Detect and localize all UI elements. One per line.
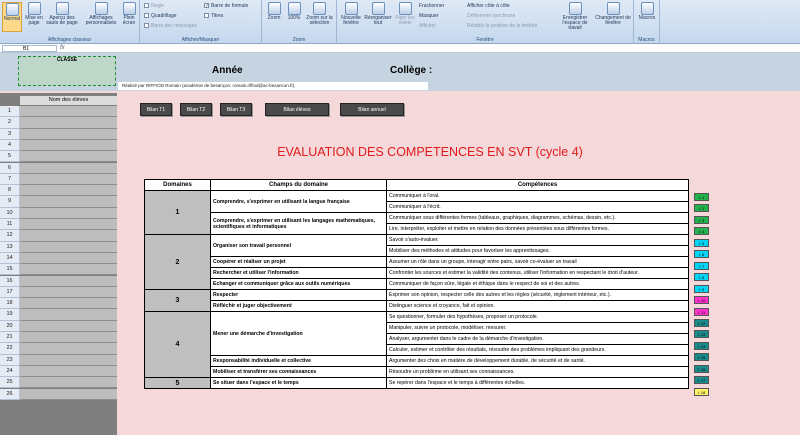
student-name-cell[interactable] bbox=[20, 287, 117, 298]
group-show-hide bbox=[140, 0, 262, 44]
student-name-cell[interactable] bbox=[20, 332, 117, 343]
messages-checkbox[interactable] bbox=[144, 23, 197, 29]
zoom-100-button[interactable] bbox=[285, 2, 303, 32]
macros-label: Macros bbox=[638, 15, 656, 21]
row-header[interactable]: 5 bbox=[0, 151, 20, 162]
competence-badge: I. 10 bbox=[694, 296, 709, 304]
student-name-cell[interactable] bbox=[20, 117, 117, 128]
formula-bar-label: Barre de formule bbox=[211, 3, 249, 9]
competence[interactable]: Lire, interpréter, exploiter et mettre en relation des données présentées sous différentes formes. bbox=[387, 224, 689, 235]
champ: Se situer dans l'espace et le temps bbox=[211, 378, 387, 389]
competence-badge: I. 15 bbox=[694, 353, 709, 361]
header-champs: Champs du domaine bbox=[211, 180, 387, 191]
row-header[interactable]: 2 bbox=[0, 117, 20, 128]
freeze-label: Figer les volets bbox=[395, 15, 415, 26]
gridlines-label: Quadrillage bbox=[151, 13, 177, 19]
student-name-cell[interactable] bbox=[20, 264, 117, 275]
student-name-cell[interactable] bbox=[20, 309, 117, 320]
bilan-eleves-button[interactable]: Bilan élèves bbox=[265, 103, 329, 116]
champ: Comprendre, s'exprimer en utilisant la langue française bbox=[211, 191, 387, 213]
row-header[interactable]: 16 bbox=[0, 276, 20, 287]
zoom-selection-button[interactable] bbox=[304, 2, 335, 32]
custom-views-icon bbox=[95, 2, 108, 15]
competences-table bbox=[144, 179, 689, 389]
champ: Rechercher et utiliser l'information bbox=[211, 268, 387, 279]
competence-badge: I. 9 bbox=[694, 285, 709, 293]
group-window bbox=[337, 0, 634, 44]
sync-scroll-button[interactable]: Défilement synchrone bbox=[467, 13, 516, 19]
champ: Comprendre, s'exprimer en utilisant les langages mathématiques, scientifiques et informatiques bbox=[211, 213, 387, 235]
competence[interactable]: Résoudre un problème en utilisant ses connaissances. bbox=[387, 367, 689, 378]
competence[interactable]: Exprimer son opinion, respecter celle des autres et les règles (sécurité, règlement intérieur, etc.). bbox=[387, 290, 689, 301]
competence[interactable]: Assumer un rôle dans un groupe, interagir entre pairs, savoir co-évaluer un travail bbox=[387, 257, 689, 268]
group-label-workbook-views: Affichages classeur bbox=[47, 37, 92, 43]
page-break-icon bbox=[56, 2, 69, 15]
group-label-show-hide: Afficher/Masquer bbox=[181, 37, 220, 43]
zoom-selection-label: Zoom sur la sélection bbox=[306, 15, 333, 26]
competence[interactable]: Communiquer à l'écrit. bbox=[387, 202, 689, 213]
annee-label: Année bbox=[212, 65, 243, 76]
student-name-cell[interactable] bbox=[20, 242, 117, 253]
competence-badge: I. 5 bbox=[694, 239, 709, 247]
page-layout-icon bbox=[28, 2, 41, 15]
switch-window-label: Changement de fenêtre bbox=[595, 15, 631, 26]
champ: Coopérer et réaliser un projet bbox=[211, 257, 387, 268]
student-name-cell[interactable] bbox=[20, 129, 117, 140]
fx-icon[interactable]: fx bbox=[60, 45, 65, 51]
zoom-label: Zoom bbox=[267, 15, 281, 21]
student-name-cell[interactable] bbox=[20, 219, 117, 230]
arrange-all-button[interactable] bbox=[364, 2, 392, 32]
macros-button[interactable] bbox=[636, 2, 658, 32]
custom-views-button[interactable] bbox=[84, 2, 118, 32]
student-name-cell[interactable] bbox=[20, 163, 117, 174]
full-screen-label: Plein écran bbox=[122, 15, 136, 26]
competence[interactable]: Manipuler, suivre un protocole, modéliser, mesurer. bbox=[387, 323, 689, 334]
bilan-annuel-button[interactable]: Bilan annuel bbox=[340, 103, 404, 116]
competence[interactable]: Distinguer science et croyance, fait et opinion. bbox=[387, 301, 689, 312]
custom-views-label: Affichages personnalisés bbox=[85, 15, 117, 26]
champ: Mener une démarche d'investigation bbox=[211, 312, 387, 356]
header-competences: Compétences bbox=[387, 180, 689, 191]
student-name-cell[interactable] bbox=[20, 321, 117, 332]
reset-position-button[interactable]: Rétablir la position de la fenêtre bbox=[467, 23, 538, 29]
competence-badge: I. 18 bbox=[694, 388, 709, 396]
page-layout-label: Mise en page bbox=[25, 15, 43, 26]
normal-view-icon bbox=[6, 3, 19, 16]
new-window-label: Nouvelle fenêtre bbox=[341, 15, 361, 26]
row-header[interactable]: 22 bbox=[0, 343, 20, 354]
competence-badge: I. 4 bbox=[694, 227, 709, 235]
worksheet[interactable] bbox=[0, 53, 800, 435]
champ: Echanger et communiquer grâce aux outils numériques bbox=[211, 279, 387, 290]
student-name-cell[interactable] bbox=[20, 230, 117, 241]
college-label: Collège : bbox=[390, 65, 433, 76]
macros-icon bbox=[641, 2, 654, 15]
ruler-label: Règle bbox=[151, 3, 165, 9]
student-name-cell[interactable] bbox=[20, 377, 117, 388]
student-name-cell[interactable] bbox=[20, 185, 117, 196]
row-header[interactable]: 23 bbox=[0, 355, 20, 366]
hide-button[interactable]: Masquer bbox=[419, 13, 439, 19]
competence[interactable]: Se questionner, formuler des hypothèses, proposer un protocole. bbox=[387, 312, 689, 323]
ruler-checkbox[interactable] bbox=[144, 3, 164, 9]
row-header[interactable]: 9 bbox=[0, 196, 20, 207]
split-button[interactable]: Fractionner bbox=[419, 3, 445, 9]
student-name-cell[interactable] bbox=[20, 253, 117, 264]
row-header[interactable]: 20 bbox=[0, 321, 20, 332]
formula-bar-checkbox[interactable]: ✓ Barre de formule bbox=[205, 3, 249, 10]
freeze-icon bbox=[399, 2, 412, 15]
competence[interactable]: Se repérer dans l'espace et le temps à différentes échelles. bbox=[387, 378, 689, 389]
group-label-window: Fenêtre bbox=[476, 37, 494, 43]
row-header[interactable]: 26 bbox=[0, 389, 20, 400]
competence[interactable]: Communiquer de façon sûre, légale et éthique dans le respect de soi et des autres. bbox=[387, 279, 689, 290]
page-break-button[interactable] bbox=[46, 2, 78, 32]
student-name-cell[interactable] bbox=[20, 174, 117, 185]
champ: Respecter bbox=[211, 290, 387, 301]
ribbon bbox=[0, 0, 800, 44]
zoom-selection-icon bbox=[313, 2, 326, 15]
messages-label: Barre des messages bbox=[151, 23, 197, 29]
student-name-cell[interactable] bbox=[20, 389, 117, 400]
new-window-button[interactable] bbox=[339, 2, 363, 32]
competence-badge: I. 8 bbox=[694, 273, 709, 281]
competence[interactable]: Communiquer à l'oral. bbox=[387, 191, 689, 202]
headings-checkbox[interactable] bbox=[204, 13, 223, 19]
group-macros bbox=[634, 0, 660, 44]
competence-badge: I. 7 bbox=[694, 262, 709, 270]
group-label-macros: Macros bbox=[638, 37, 655, 43]
normal-label: Normal bbox=[3, 16, 21, 22]
competence-badge: I. 2 bbox=[694, 204, 709, 212]
headings-label: Titres bbox=[211, 13, 224, 19]
competence[interactable]: Confronter les sources et estimer la validité des contenus, utiliser l'information en respectant le droit d'auteur. bbox=[387, 268, 689, 279]
domain-2: 2 bbox=[145, 235, 211, 290]
row-header[interactable]: 18 bbox=[0, 298, 20, 309]
group-label-zoom: Zoom bbox=[292, 37, 306, 43]
domain-5: 5 bbox=[145, 378, 211, 389]
student-name-cell[interactable] bbox=[20, 196, 117, 207]
competence-badge: I. 3 bbox=[694, 216, 709, 224]
competence-badge: I. 14 bbox=[694, 342, 709, 350]
group-workbook-views bbox=[0, 0, 140, 44]
header-domaines: Domaines bbox=[145, 180, 211, 191]
row-header[interactable]: 24 bbox=[0, 366, 20, 377]
row-header[interactable]: 14 bbox=[0, 253, 20, 264]
full-screen-button[interactable] bbox=[119, 2, 139, 32]
domain-1: 1 bbox=[145, 191, 211, 235]
row-header[interactable]: 4 bbox=[0, 140, 20, 151]
champ: Mobiliser et transférer ses connaissances bbox=[211, 367, 387, 378]
arrange-label: Réorganiser tout bbox=[364, 15, 392, 26]
student-name-cell[interactable] bbox=[20, 151, 117, 162]
competence[interactable]: Calculer, estimer et contrôler des résultats, résoudre des problèmes impliquant des grandeurs. bbox=[387, 345, 689, 356]
bilan-t2-button[interactable]: Bilan T2 bbox=[180, 103, 212, 116]
bilan-t3-button[interactable]: Bilan T3 bbox=[220, 103, 252, 116]
competence[interactable]: Analyser, argumenter dans le cadre de la démarche d'investigation. bbox=[387, 334, 689, 345]
side-by-side-button[interactable]: Afficher côte à côte bbox=[467, 3, 510, 9]
row-header[interactable]: 3 bbox=[0, 129, 20, 140]
row-header[interactable]: 1 bbox=[0, 106, 20, 117]
normal-view-button[interactable] bbox=[2, 2, 22, 32]
row-header[interactable]: 11 bbox=[0, 219, 20, 230]
row-header[interactable]: 17 bbox=[0, 287, 20, 298]
row-header[interactable]: 13 bbox=[0, 242, 20, 253]
zoom-icon bbox=[268, 2, 281, 15]
arrange-icon bbox=[372, 2, 385, 15]
student-name-cell[interactable] bbox=[20, 276, 117, 287]
row-header[interactable]: 21 bbox=[0, 332, 20, 343]
unhide-button[interactable]: Afficher bbox=[419, 23, 436, 29]
competence[interactable]: Mobiliser des méthodes et attitudes pour favoriser les apprentissages. bbox=[387, 246, 689, 257]
page-layout-button[interactable] bbox=[23, 2, 45, 32]
row-header[interactable]: 25 bbox=[0, 377, 20, 388]
competence-badge: I. 1 bbox=[694, 193, 709, 201]
name-box[interactable]: B1 bbox=[2, 45, 57, 52]
save-workspace-icon bbox=[569, 2, 582, 15]
student-name-cell[interactable] bbox=[20, 140, 117, 151]
row-header[interactable]: 7 bbox=[0, 174, 20, 185]
zoom-button[interactable] bbox=[264, 2, 284, 32]
competence-badge: I. 11 bbox=[694, 308, 709, 316]
competence[interactable]: Savoir s'auto-évaluer. bbox=[387, 235, 689, 246]
champ: Responsabilité individuelle et collective bbox=[211, 356, 387, 367]
student-name-cell[interactable] bbox=[20, 298, 117, 309]
domain-3: 3 bbox=[145, 290, 211, 312]
competence-badge: I. 17 bbox=[694, 376, 709, 384]
new-window-icon bbox=[345, 2, 358, 15]
group-zoom bbox=[262, 0, 337, 44]
switch-window-button[interactable] bbox=[595, 2, 631, 32]
competence[interactable]: Communiquer sous différentes formes (tableaux, graphiques, diagrammes, schémas, dessin, etc.). bbox=[387, 213, 689, 224]
student-name-cell[interactable] bbox=[20, 208, 117, 219]
credit-text: Réalisé par RIFFIOD Romain (académie de besançon: romain.riffiod@ac-besancon.fr). bbox=[118, 82, 428, 90]
full-screen-icon bbox=[123, 2, 136, 15]
competence-badge: I. 6 bbox=[694, 250, 709, 258]
row-header[interactable]: 10 bbox=[0, 208, 20, 219]
gridlines-checkbox[interactable] bbox=[144, 13, 177, 19]
domain-4: 4 bbox=[145, 312, 211, 378]
bilan-t1-button[interactable]: Bilan T1 bbox=[140, 103, 172, 116]
zoom-100-label: 100% bbox=[287, 15, 301, 21]
names-header: Nom des élèves bbox=[20, 96, 117, 105]
student-name-cell[interactable] bbox=[20, 106, 117, 117]
competence-badge: I. 13 bbox=[694, 330, 709, 338]
row-header[interactable]: 15 bbox=[0, 264, 20, 275]
page-title: EVALUATION DES COMPETENCES EN SVT (cycle 4) bbox=[277, 145, 583, 159]
formula-bar bbox=[0, 44, 800, 53]
row-header[interactable]: 6 bbox=[0, 163, 20, 174]
row-header[interactable]: 12 bbox=[0, 230, 20, 241]
zoom-100-icon bbox=[288, 2, 301, 15]
classe-cell[interactable]: CLASSE bbox=[18, 56, 116, 86]
champ: Réfléchir et juger objectivement bbox=[211, 301, 387, 312]
champ: Organiser son travail personnel bbox=[211, 235, 387, 257]
competence-badge: I. 12 bbox=[694, 319, 709, 327]
row-header[interactable]: 8 bbox=[0, 185, 20, 196]
switch-window-icon bbox=[607, 2, 620, 15]
row-header[interactable]: 19 bbox=[0, 309, 20, 320]
competence[interactable]: Argumenter des choix en matière de développement durable, de sécurité et de santé. bbox=[387, 356, 689, 367]
save-workspace-label: Enregistrer l'espace de travail bbox=[562, 15, 588, 31]
student-name-cell[interactable] bbox=[20, 343, 117, 354]
student-name-cell[interactable] bbox=[20, 366, 117, 377]
page-break-label: Aperçu des sauts de page bbox=[46, 15, 78, 26]
competence-badge: I. 16 bbox=[694, 365, 709, 373]
freeze-panes-button[interactable] bbox=[393, 2, 417, 32]
student-name-cell[interactable] bbox=[20, 355, 117, 366]
save-workspace-button[interactable] bbox=[557, 2, 593, 32]
